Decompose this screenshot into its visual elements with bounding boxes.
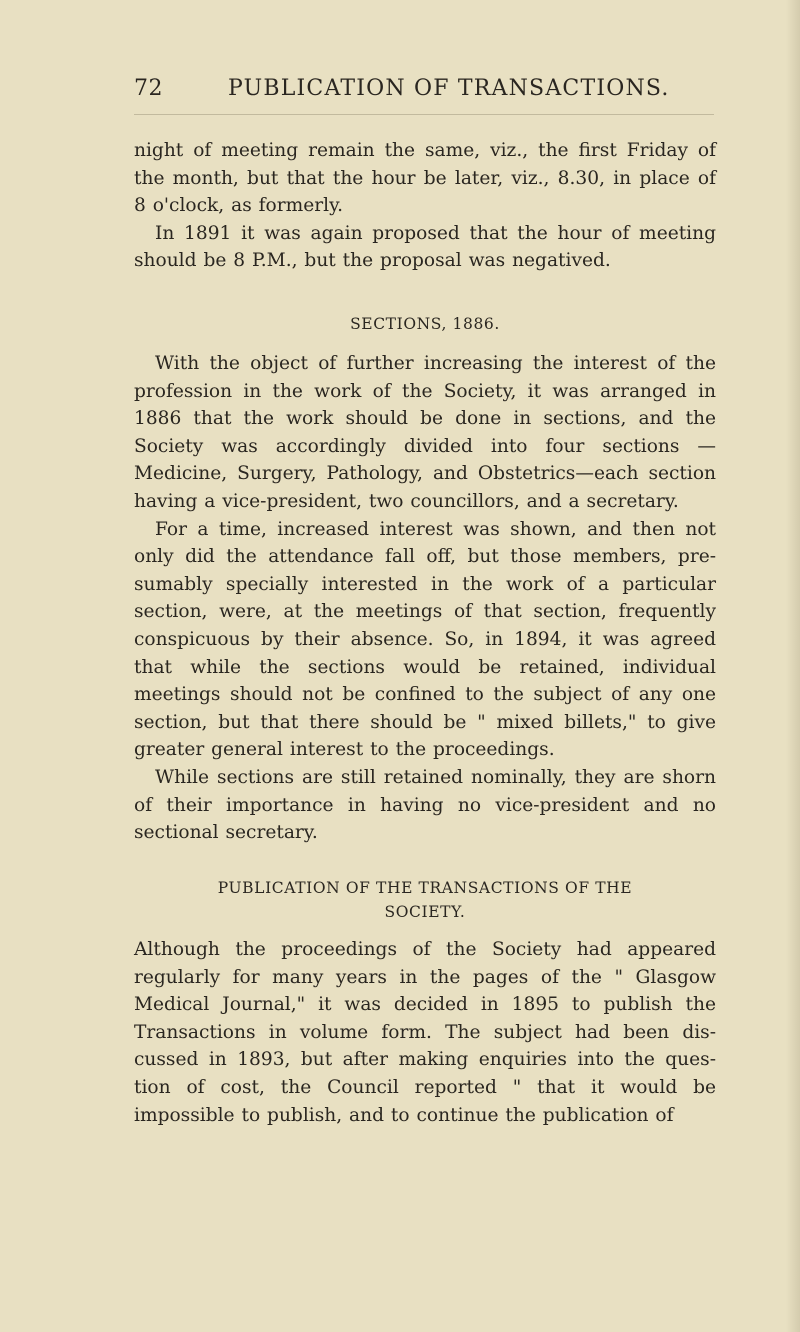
paragraph: night of meeting remain the same, viz., the first Friday of the month, but that the hour be later, viz., 8.30, in place of 8 o'clock, as formerly.: [134, 140, 716, 217]
heading-line: SOCIETY.: [384, 903, 466, 921]
paragraph: With the object of further increasing the interest of the profession in the work of the Society, it was arranged in 1886 that the work should be done in sections, and the Society was accordingly divided into four sections —Medicine, Surgery, Pathology, and Obstetrics—each section having a vice-president, two councillors, and a secretary.: [134, 353, 716, 512]
header-rule: [134, 114, 714, 115]
paragraph: For a time, increased interest was shown, and then not only did the attendance fall off, but those members, pre- sumably specially interested in the work of a particular section, were, at the meetings of that section, frequently conspicuous by their absence. So, in 1894, it was agreed that while the sections would be retained, individual meetings should not be confined to the subject of any one section, but that there should be " mixed billets," to give greater general interest to the proceedings.: [134, 518, 716, 761]
publication-text: [134, 936, 716, 1129]
page-header: [0, 70, 800, 110]
sections-text: [134, 350, 716, 847]
page-edge-shadow: [786, 0, 800, 1332]
running-title: PUBLICATION OF TRANSACTIONS.: [228, 76, 670, 101]
section-heading-publication: [134, 876, 716, 924]
page-number: 72: [134, 76, 163, 101]
paragraph: In 1891 it was again proposed that the hour of meeting should be 8 P.M., but the proposal was negatived.: [134, 222, 716, 272]
section-heading-sections: SECTIONS, 1886.: [350, 315, 500, 333]
paragraph: While sections are still retained nominally, they are shorn of their importance in having no vice-president and no sectional secretary.: [134, 766, 716, 844]
paragraph: Although the proceedings of the Society had appeared regularly for many years in the pages of the " Glasgow Medical Journal," it was decided in 1895 to publish the Transactions in volume form. The subject had been dis- cussed in 1893, but after making enquiries into the ques- tion of cost, the Council reported " that it would be impossible to publish, and to continue the publication of: [134, 939, 716, 1126]
continuation-text: [134, 137, 716, 275]
heading-line: PUBLICATION OF THE TRANSACTIONS OF THE: [217, 879, 633, 897]
